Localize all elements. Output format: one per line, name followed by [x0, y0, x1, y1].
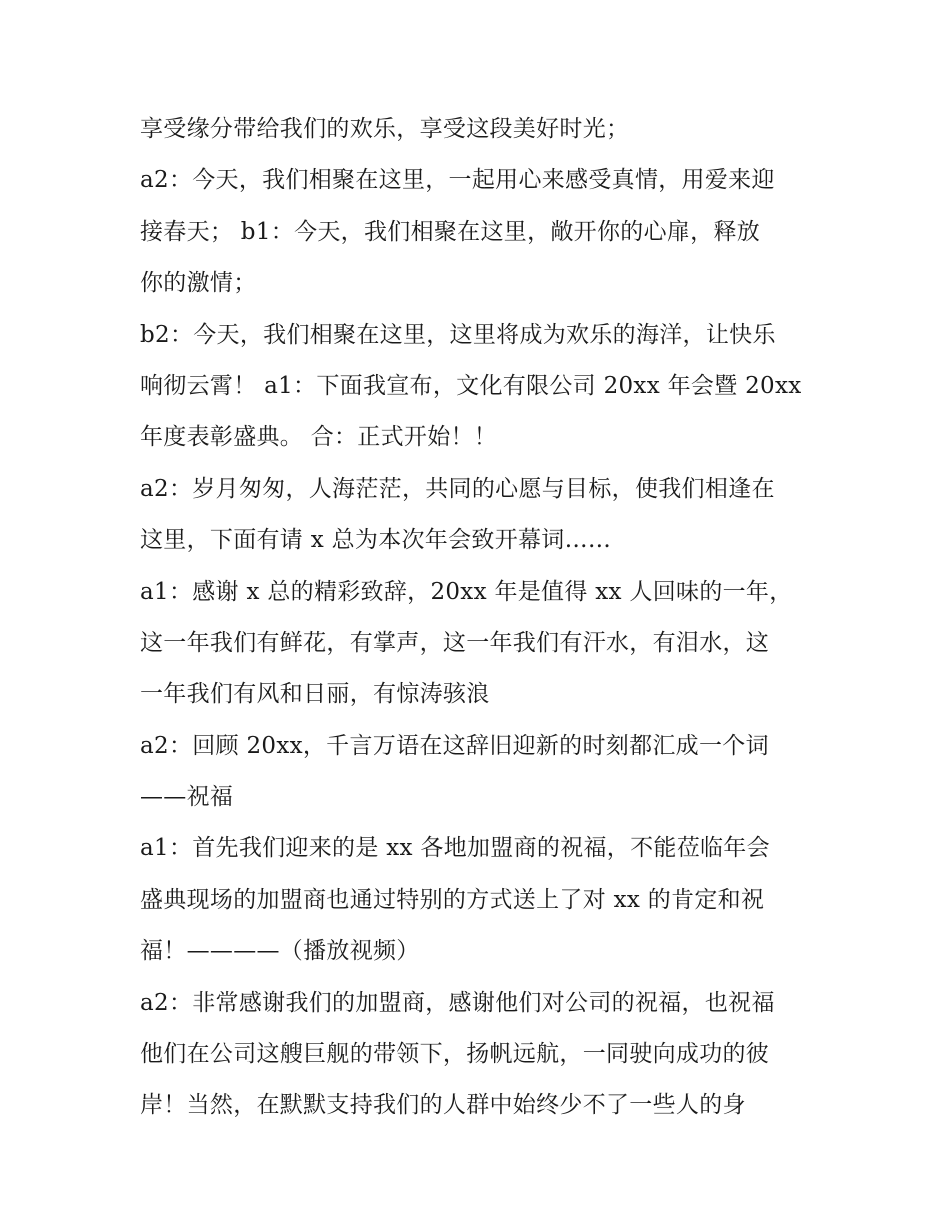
text-line: 他们在公司这艘巨舰的带领下，扬帆远航，一同驶向成功的彼 [140, 1041, 770, 1068]
text-line: a2：非常感谢我们的加盟商，感谢他们对公司的祝福，也祝福 [140, 989, 775, 1016]
text-line: a2：今天，我们相聚在这里，一起用心来感受真情，用爱来迎 [140, 167, 775, 194]
text-line: 岸！当然，在默默支持我们的人群中始终少不了一些人的身 [140, 1092, 746, 1119]
text-line: 这里，下面有请 x 总为本次年会致开幕词…… [140, 527, 612, 554]
text-line: a2：岁月匆匆，人海茫茫，共同的心愿与目标，使我们相逢在 [140, 475, 775, 502]
text-line: 你的激情； [140, 270, 257, 297]
text-line: 福！————（播放视频） [140, 938, 420, 965]
text-line: 享受缘分带给我们的欢乐，享受这段美好时光； [140, 116, 630, 142]
text-line: 接春天； b1：今天，我们相聚在这里，敞开你的心扉，释放 [140, 218, 761, 245]
text-line: b2：今天，我们相聚在这里，这里将成为欢乐的海洋，让快乐 [140, 321, 776, 348]
text-line: ——祝福 [140, 784, 234, 811]
text-line: a1：首先我们迎来的是 xx 各地加盟商的祝福，不能莅临年会 [140, 835, 770, 862]
text-line: a1：感谢 x 总的精彩致辞，20xx 年是值得 xx 人回味的一年， [140, 578, 793, 605]
text-line: 盛典现场的加盟商也通过特别的方式送上了对 xx 的肯定和祝 [140, 886, 765, 913]
text-line: a2：回顾 20xx，千言万语在这辞旧迎新的时刻都汇成一个词 [140, 732, 769, 759]
text-line: 年度表彰盛典。 合：正式开始！！ [140, 424, 498, 451]
text-line: 这一年我们有鲜花，有掌声，这一年我们有汗水，有泪水，这 [140, 629, 770, 656]
text-line: 一年我们有风和日丽，有惊涛骇浪 [140, 681, 490, 708]
text-line: 响彻云霄！ a1：下面我宣布，文化有限公司 20xx 年会暨 20xx [140, 372, 802, 399]
document-body [140, 104, 820, 1132]
